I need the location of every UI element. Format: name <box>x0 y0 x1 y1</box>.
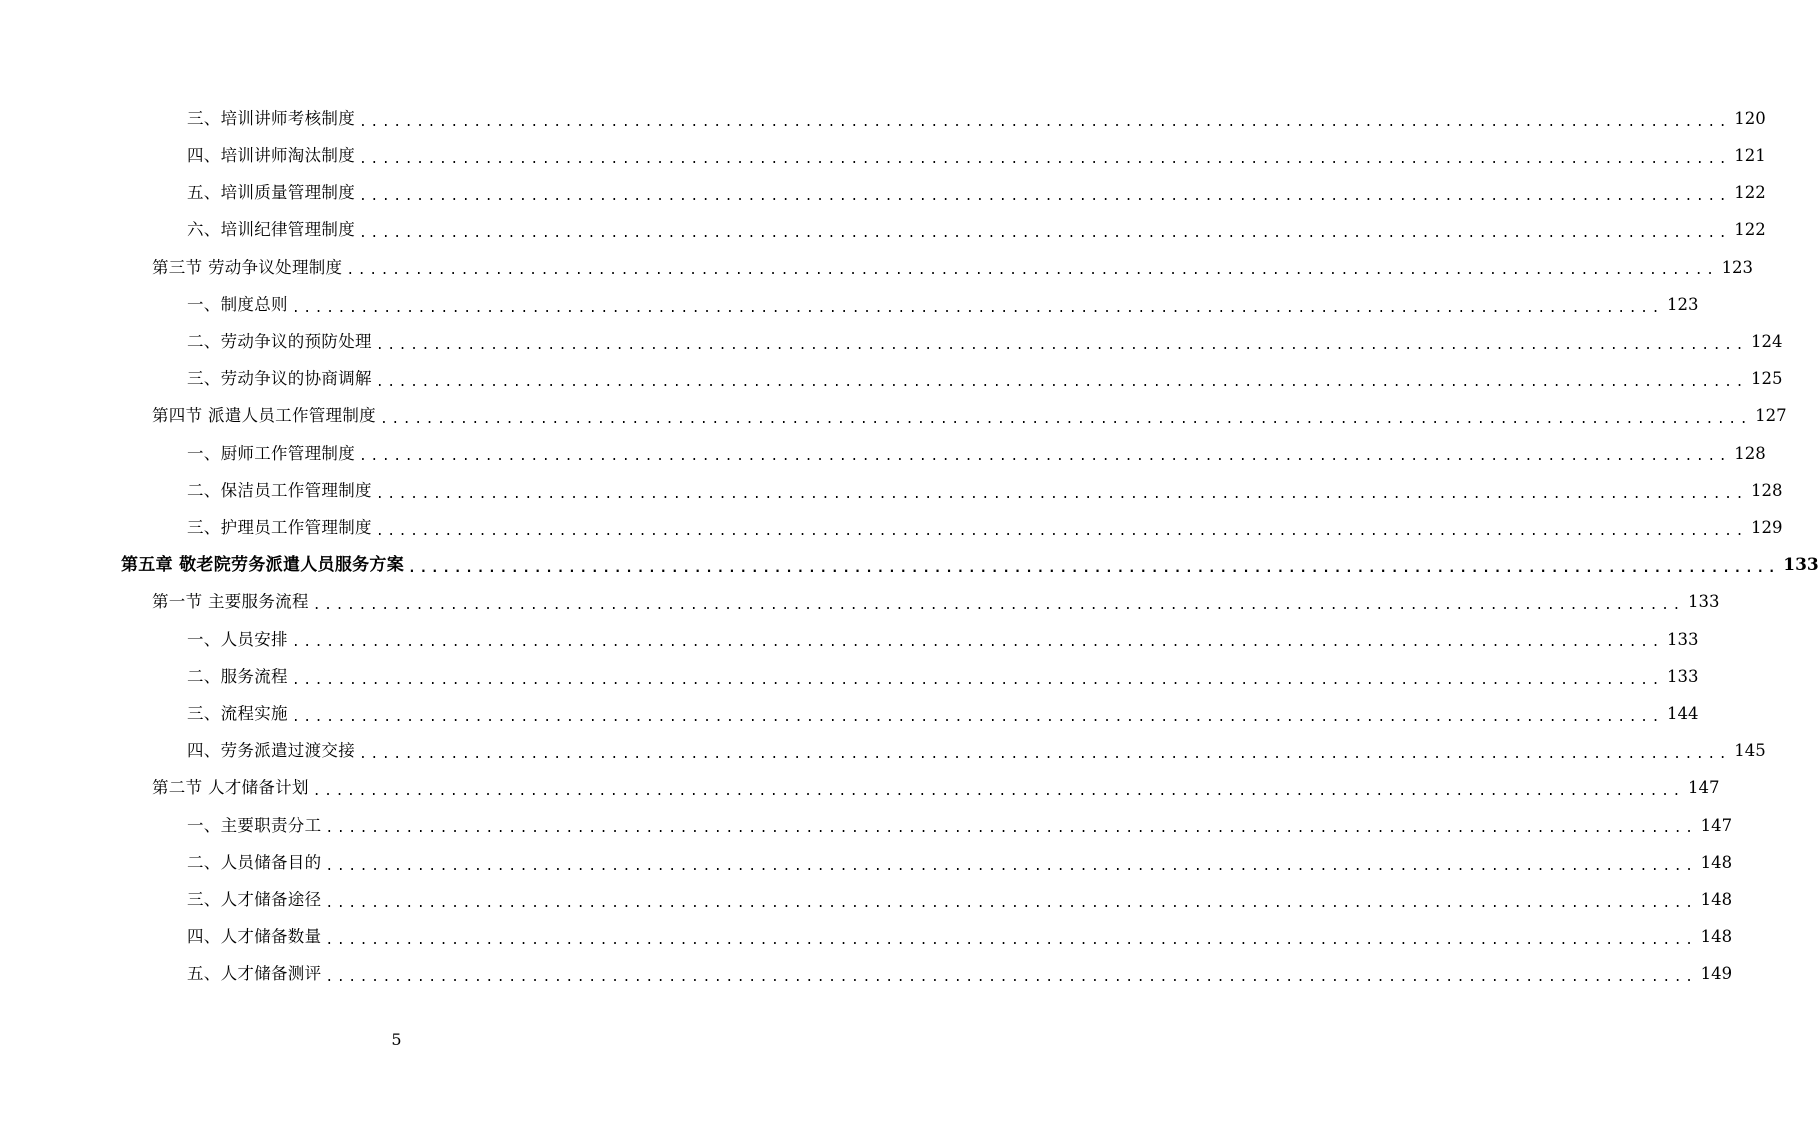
toc-entry-page: 147 <box>1700 815 1733 835</box>
toc-entry-title: 四、劳务派遣过渡交接 <box>187 741 355 761</box>
toc-entry-title: 第四节 派遣人员工作管理制度 <box>152 406 376 426</box>
toc-entry[interactable] <box>187 659 1699 695</box>
toc-entry-page: 133 <box>1783 554 1819 575</box>
toc-entry[interactable] <box>187 213 1766 249</box>
toc-dot-leader: ........................................................................................................................ <box>375 523 1748 539</box>
toc-entry-title: 一、厨师工作管理制度 <box>187 443 355 463</box>
toc-entry-page: 122 <box>1734 220 1766 240</box>
toc-entry-page: 149 <box>1700 964 1733 984</box>
toc-entry-page: 148 <box>1700 852 1733 872</box>
toc-entry-page: 124 <box>1751 331 1783 351</box>
toc-entry-title: 二、劳动争议的预防处理 <box>187 331 372 351</box>
toc-entry[interactable] <box>187 361 1783 397</box>
toc-dot-leader: ........................................................................................................................ <box>312 784 1684 800</box>
toc-entry[interactable] <box>152 250 1754 286</box>
toc-entry[interactable] <box>187 287 1699 323</box>
toc-entry-page: 133 <box>1687 592 1720 612</box>
toc-entry[interactable] <box>187 510 1783 546</box>
toc-entry[interactable] <box>187 696 1699 732</box>
toc-dot-leader: ........................................................................................................................ <box>375 486 1748 502</box>
toc-dot-leader: ........................................................................................................................ <box>325 895 1697 911</box>
toc-dot-leader: ........................................................................................................................ <box>346 263 1718 279</box>
toc-dot-leader: ........................................................................................................................ <box>379 412 1752 428</box>
toc-entry[interactable] <box>187 436 1766 472</box>
toc-entry-title: 第一节 主要服务流程 <box>152 592 309 612</box>
toc-entry-title: 一、主要职责分工 <box>187 815 322 835</box>
toc-entry[interactable] <box>187 882 1733 918</box>
toc-entry-title: 五、人才储备测评 <box>187 964 322 984</box>
toc-entry-page: 129 <box>1751 517 1783 537</box>
toc-entry[interactable] <box>187 101 1766 137</box>
toc-entry-page: 145 <box>1734 741 1766 761</box>
toc-entry[interactable] <box>187 845 1733 881</box>
toc-dot-leader: ........................................................................................................................ <box>359 449 1731 465</box>
toc-dot-leader: ........................................................................................................................ <box>291 709 1664 725</box>
toc-entry-title: 三、流程实施 <box>187 703 288 723</box>
toc-entry-page: 148 <box>1700 889 1733 909</box>
toc-entry-title: 一、人员安排 <box>187 629 288 649</box>
toc-entry-page: 133 <box>1667 666 1699 686</box>
toc-entry-page: 133 <box>1667 629 1699 649</box>
toc-entry-page: 147 <box>1687 778 1720 798</box>
toc-dot-leader: ........................................................................................................................ <box>359 226 1731 242</box>
page-number: 5 <box>391 1030 402 1049</box>
toc-entry-title: 三、护理员工作管理制度 <box>187 517 372 537</box>
toc-entry[interactable] <box>187 622 1699 658</box>
toc-entry-page: 128 <box>1751 480 1783 500</box>
toc-dot-leader: ........................................................................................................................ <box>359 188 1731 204</box>
toc-entry[interactable] <box>187 808 1733 844</box>
toc-dot-leader: ........................................................................................................................ <box>291 672 1664 688</box>
toc-entry[interactable] <box>187 175 1766 211</box>
toc-dot-leader: ........................................................................................................................ <box>291 635 1664 651</box>
toc-entry-page: 128 <box>1734 443 1766 463</box>
toc-entry[interactable] <box>187 324 1783 360</box>
toc-entry-title: 三、培训讲师考核制度 <box>187 108 355 128</box>
toc-entry[interactable] <box>152 585 1720 621</box>
toc-dot-leader: ........................................................................................................................ <box>325 970 1697 986</box>
toc-dot-leader: ........................................................................................................................ <box>408 560 1780 576</box>
toc-entry-title: 二、保洁员工作管理制度 <box>187 480 372 500</box>
toc-dot-leader: ........................................................................................................................ <box>359 114 1731 130</box>
toc-entry-title: 四、人才储备数量 <box>187 927 322 947</box>
toc-entry[interactable] <box>121 547 1819 583</box>
toc-entry-page: 120 <box>1734 108 1766 128</box>
toc-entry-title: 三、人才储备途径 <box>187 889 322 909</box>
toc-entry-page: 148 <box>1700 927 1733 947</box>
toc-entry-page: 123 <box>1667 294 1699 314</box>
toc-entry-page: 121 <box>1734 145 1766 165</box>
toc-entry[interactable] <box>152 771 1720 807</box>
toc-dot-leader: ........................................................................................................................ <box>325 821 1697 837</box>
toc-entry[interactable] <box>187 957 1733 993</box>
toc-entry[interactable] <box>152 399 1787 435</box>
toc-entry-page: 125 <box>1751 369 1783 389</box>
toc-entry-title: 二、服务流程 <box>187 666 288 686</box>
toc-entry[interactable] <box>187 473 1783 509</box>
toc-dot-leader: ........................................................................................................................ <box>325 932 1697 948</box>
toc-dot-leader: ........................................................................................................................ <box>291 300 1664 316</box>
toc-entry[interactable] <box>187 733 1766 769</box>
toc-entry-title: 五、培训质量管理制度 <box>187 183 355 203</box>
toc-dot-leader: ........................................................................................................................ <box>359 746 1731 762</box>
toc-entry-page: 123 <box>1721 257 1754 277</box>
toc-dot-leader: ........................................................................................................................ <box>375 374 1748 390</box>
toc-entry-title: 第二节 人才储备计划 <box>152 778 309 798</box>
toc-dot-leader: ........................................................................................................................ <box>375 337 1748 353</box>
toc-entry-title: 第五章 敬老院劳务派遣人员服务方案 <box>121 554 405 575</box>
toc-entry-title: 三、劳动争议的协商调解 <box>187 369 372 389</box>
toc-entry[interactable] <box>187 919 1733 955</box>
toc-entry-title: 二、人员储备目的 <box>187 852 322 872</box>
toc-entry[interactable] <box>187 138 1766 174</box>
toc-entry-page: 144 <box>1667 703 1699 723</box>
toc-entry-title: 一、制度总则 <box>187 294 288 314</box>
toc-entry-page: 127 <box>1755 406 1787 426</box>
toc-entry-title: 四、培训讲师淘汰制度 <box>187 145 355 165</box>
toc-dot-leader: ........................................................................................................................ <box>312 598 1684 614</box>
toc-dot-leader: ........................................................................................................................ <box>325 858 1697 874</box>
toc-entry-page: 122 <box>1734 183 1766 203</box>
toc-dot-leader: ........................................................................................................................ <box>359 151 1731 167</box>
toc-entry-title: 六、培训纪律管理制度 <box>187 220 355 240</box>
toc-entry-title: 第三节 劳动争议处理制度 <box>152 257 343 277</box>
